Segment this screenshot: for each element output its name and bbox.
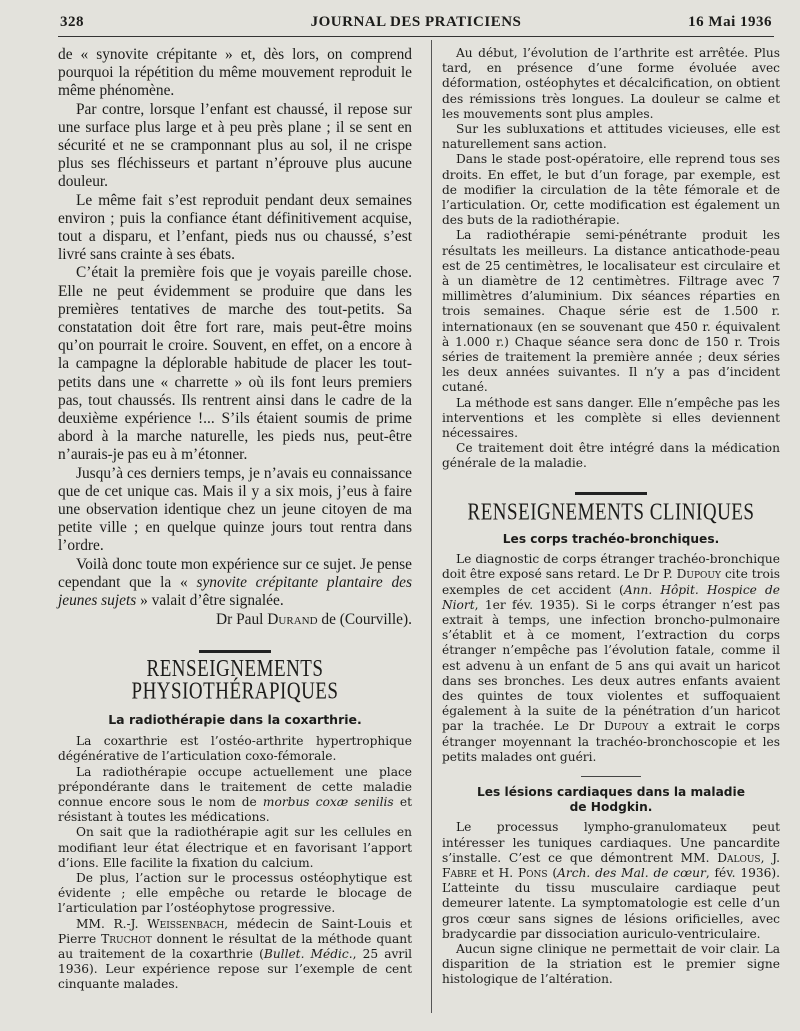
subsection-separator	[581, 776, 641, 777]
column-divider	[431, 40, 432, 1013]
paragraph: de « synovite crépitante » et, dès lors, on comprend pourquoi la répétition du même mouvement reproduit le même phénomène.	[58, 46, 412, 100]
paragraph: La méthode est sans danger. Elle n’empêche pas les interventions et les complète si elles deviennent nécessaires.	[442, 395, 780, 441]
paragraph: On sait que la radiothérapie agit sur les cellules en modifiant leur état électrique et en favorisant l’apport d’ions. Elle facilite la fixation du calcium.	[58, 825, 412, 870]
issue-date: 16 Mai 1936	[688, 14, 772, 30]
page-header	[60, 14, 772, 36]
paragraph: Dans le stade post-opératoire, elle reprend tous ses droits. En effet, le but d’un forage, par exemple, est de modifier la circulation de la tête fémorale et de l’articulation. Or, cette modification est également un des buts de la radiothérapie.	[442, 152, 780, 228]
section-separator	[575, 492, 647, 495]
paragraph: Jusqu’à ces derniers temps, je n’avais eu connaissance que de cet unique cas. Mais il y a six mois, j’eus à faire une observation identique chez un jeune citoyen de ma petite ville ; en quelque quinze jours tout rentra dans l’ordre.	[58, 464, 412, 555]
left-column	[58, 46, 412, 993]
header-rule	[58, 36, 774, 37]
paragraph: Au début, l’évolution de l’arthrite est arrêtée. Plus tard, en présence d’une forme évoluée avec déformation, ostéophytes et décalcification, on obtient des rémissions très longues. La douleur se calme et les mouvements sont plus amples.	[442, 46, 780, 121]
paragraph: C’était la première fois que je voyais pareille chose. Elle ne peut évidemment se produire que dans les premières tentatives de marche des tout-petits. Sa constatation doit être fort rare, mais peut-être moins qu’on pourrait le croire. Souvent, en effet, on a encore à la campagne la déplorable habitude de placer les tout-petits dans une « charrette » où ils font leurs premiers pas, tout chaussés. Ils rentrent ainsi dans le cadre de la deuxième expérience !... S’ils étaient soumis de prime abord à la marche naturelle, les pieds nus, peut-être n’aurais-je pas eu à m’étonner.	[58, 264, 412, 464]
author-signature: Dr Paul Durand de (Courville).	[215, 611, 412, 629]
paragraph: Le processus lympho-granulomateux peut intéresser les tuniques cardiaques. Une pancardite s’installe. C’est ce que démontrent MM. Dalous, J. Fabre et H. Pons (Arch. des Mal. de cœur, fév. 1936). L’atteinte du tissu musculaire cardiaque peut demeurer latente. La symptomatologie est celle d’un gros cœur sans signes de lésions orificielles, avec bradycardie par dissociation auriculo-ventriculaire.	[442, 820, 780, 941]
subsection-heading: Les lésions cardiaques dans la maladie de Hodgkin.	[477, 784, 745, 815]
right-column	[442, 46, 780, 988]
section-heading: RENSEIGNEMENTS CLINIQUES	[467, 499, 755, 526]
journal-title: JOURNAL DES PRATICIENS	[310, 14, 522, 30]
subsection-heading: La radiothérapie dans la coxarthrie.	[108, 711, 362, 727]
section-heading: RENSEIGNEMENTS PHYSIOTHÉRAPIQUES	[131, 655, 339, 705]
paragraph: Le même fait s’est reproduit pendant deux semaines environ ; puis la confiance étant définitivement acquise, tout a disparu, et l’enfant, pieds nus ou chaussé, s’est livré sans crainte à ses ébats.	[58, 191, 412, 264]
paragraph: Le diagnostic de corps étranger trachéo-bronchique doit être exposé sans retard. Le Dr P. Dupouy cite trois exemples de cet accident (Ann. Hôpit. Hospice de Niort, 1er fév. 1935). Si le corps étranger n’est pas extrait à temps, une infection broncho-pulmonaire s’établit et à ce moment, l’extraction du corps étranger n’empêche pas l’évolution fatale, comme il est advenu à un enfant de 5 ans qui avait un haricot dans ses bronches. Les deux autres enfants avaient des quintes de toux violentes et suffoquaient également à la suite de la pénétration d’un haricot par la trachée. Le Dr Dupouy a extrait le corps étranger moyennant la trachéo-bronchoscopie et les petits malades ont guéri.	[442, 552, 781, 764]
paragraph: Voilà donc toute mon expérience sur ce sujet. Je pense cependant que la « synovite crépitante plantaire des jeunes sujets » valait d’être signalée.	[58, 555, 412, 610]
paragraph: MM. R.-J. Weissenbach, médecin de Saint-Louis et Pierre Truchot donnent le résultat de la méthode quant au traitement de la coxarthrie (Bullet. Médic., 25 avril 1936). Leur expérience repose sur l’exemple de cent cinquante malades.	[58, 916, 412, 992]
paragraph: Par contre, lorsque l’enfant est chaussé, il repose sur une surface plus large et à peu près plane ; il se sent en sécurité et ne se cramponnant plus au sol, il ne crispe plus ses fléchisseurs et partant n’éprouve plus aucune douleur.	[58, 100, 412, 191]
paragraph: La radiothérapie occupe actuellement une place prépondérante dans le traitement de cette maladie connue encore sous le nom de morbus coxæ senilis et résistant à toutes les médications.	[58, 764, 413, 825]
paragraph: La coxarthrie est l’ostéo-arthrite hypertrophique dégénérative de l’articulation coxo-fémorale.	[58, 734, 412, 764]
paragraph: Aucun signe clinique ne permettait de voir clair. La disparition de la striation est le premier signe histologique de l’altération.	[442, 941, 780, 987]
paragraph: De plus, l’action sur le processus ostéophytique est évidente ; elle empêche ou retarde le blocage de l’articulation par l’ostéophytose progressive.	[58, 870, 412, 916]
section-separator	[199, 650, 271, 653]
subsection-heading: Les corps trachéo-bronchiques.	[502, 531, 720, 546]
paragraph: La radiothérapie semi-pénétrante produit les résultats les meilleurs. La distance anticathode-peau est de 25 centimètres, le localisateur est circulaire et à un diamètre de 12 centimètres. Filtrage avec 7 millimètres d’aluminium. Dix séances réparties en trois semaines. Chaque série est de 1.500 r. internationaux (en se souvenant que 450 r. équivalent à 1.000 r.) Chaque séance sera donc de 150 r. Trois séries de traitement la première année ; deux séries les deux années suivantes. Il n’y a pas d’incident cutané.	[442, 228, 780, 395]
page-number: 328	[60, 14, 84, 30]
paragraph: Sur les subluxations et attitudes vicieuses, elle est naturellement sans action.	[442, 122, 780, 152]
paragraph: Ce traitement doit être intégré dans la médication générale de la maladie.	[442, 441, 780, 471]
